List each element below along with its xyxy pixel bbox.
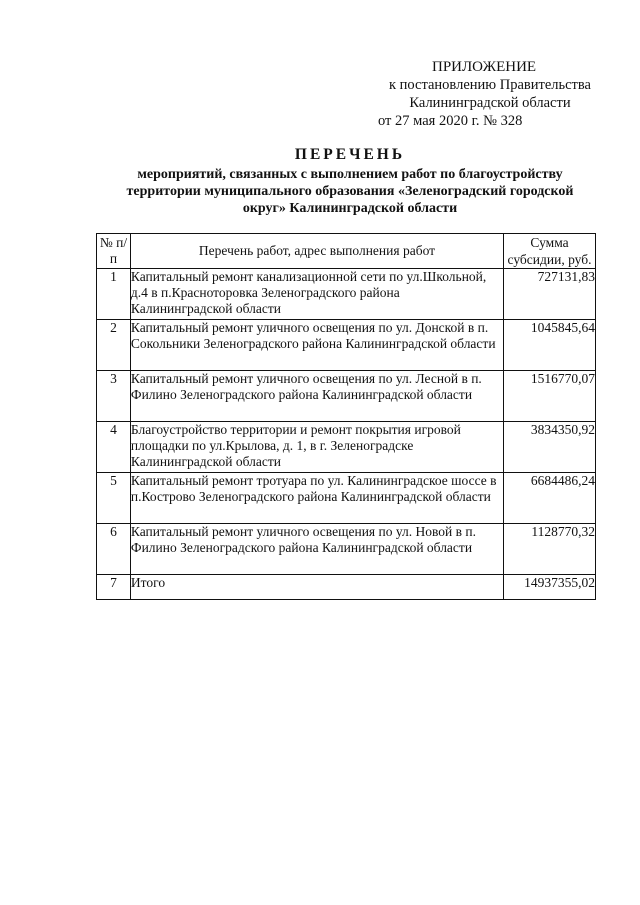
table-row bbox=[97, 320, 596, 371]
row-description: Капитальный ремонт уличного освещения по ул. Лесной в п. Филино Зеленоградского района Калининградской области bbox=[130, 371, 503, 422]
document-title: ПЕРЕЧЕНЬ bbox=[294, 146, 406, 163]
row-number: 6 bbox=[97, 524, 131, 575]
row-number: 5 bbox=[97, 473, 131, 524]
header-sum: Сумма субсидии, руб. bbox=[504, 234, 596, 269]
header-works: Перечень работ, адрес выполнения работ bbox=[130, 234, 503, 269]
total-number: 7 bbox=[97, 575, 131, 600]
header-number: № п/п bbox=[97, 234, 131, 269]
row-sum: 6684486,24 bbox=[504, 473, 596, 524]
subtitle-line-1: мероприятий, связанных с выполнением работ по благоустройству bbox=[137, 167, 563, 182]
total-sum: 14937355,02 bbox=[504, 575, 596, 600]
row-sum: 1516770,07 bbox=[504, 371, 596, 422]
row-description: Капитальный ремонт уличного освещения по ул. Новой в п. Филино Зеленоградского района Калининградской области bbox=[130, 524, 503, 575]
row-sum: 1045845,64 bbox=[504, 320, 596, 371]
row-number: 2 bbox=[97, 320, 131, 371]
table-row bbox=[97, 371, 596, 422]
table-row bbox=[97, 473, 596, 524]
row-description: Капитальный ремонт канализационной сети по ул.Школьной, д.4 в п.Красноторовка Зеленоградского района Калининградской области bbox=[130, 269, 503, 320]
total-label: Итого bbox=[130, 575, 503, 600]
table-row bbox=[97, 524, 596, 575]
table-row bbox=[97, 422, 596, 473]
row-description: Капитальный ремонт уличного освещения по ул. Донской в п. Сокольники Зеленоградского района Калининградской области bbox=[130, 320, 503, 371]
row-description: Благоустройство территории и ремонт покрытия игровой площадки по ул.Крылова, д. 1, в г. Зеленоградске Калининградской области bbox=[130, 422, 503, 473]
works-table bbox=[96, 233, 596, 600]
row-number: 4 bbox=[97, 422, 131, 473]
table-total-row bbox=[97, 575, 596, 600]
table-row bbox=[97, 269, 596, 320]
appendix-line-1: к постановлению Правительства bbox=[389, 77, 591, 93]
appendix-date-line: от 27 мая 2020 г. № 328 bbox=[378, 113, 523, 129]
subtitle-line-3: округ» Калининградской области bbox=[242, 201, 458, 216]
row-description: Капитальный ремонт тротуара по ул. Калининградское шоссе в п.Кострово Зеленоградского района Калининградской области bbox=[130, 473, 503, 524]
appendix-line-2: Калининградской области bbox=[409, 95, 571, 111]
table-header-row bbox=[97, 234, 596, 269]
subtitle-line-2: территории муниципального образования «Зеленоградский городской bbox=[126, 184, 574, 199]
row-sum: 1128770,32 bbox=[504, 524, 596, 575]
row-number: 3 bbox=[97, 371, 131, 422]
appendix-header bbox=[370, 58, 610, 130]
row-number: 1 bbox=[97, 269, 131, 320]
document-subtitle bbox=[90, 166, 610, 217]
row-sum: 3834350,92 bbox=[504, 422, 596, 473]
appendix-title: ПРИЛОЖЕНИЕ bbox=[432, 59, 537, 75]
row-sum: 727131,83 bbox=[504, 269, 596, 320]
